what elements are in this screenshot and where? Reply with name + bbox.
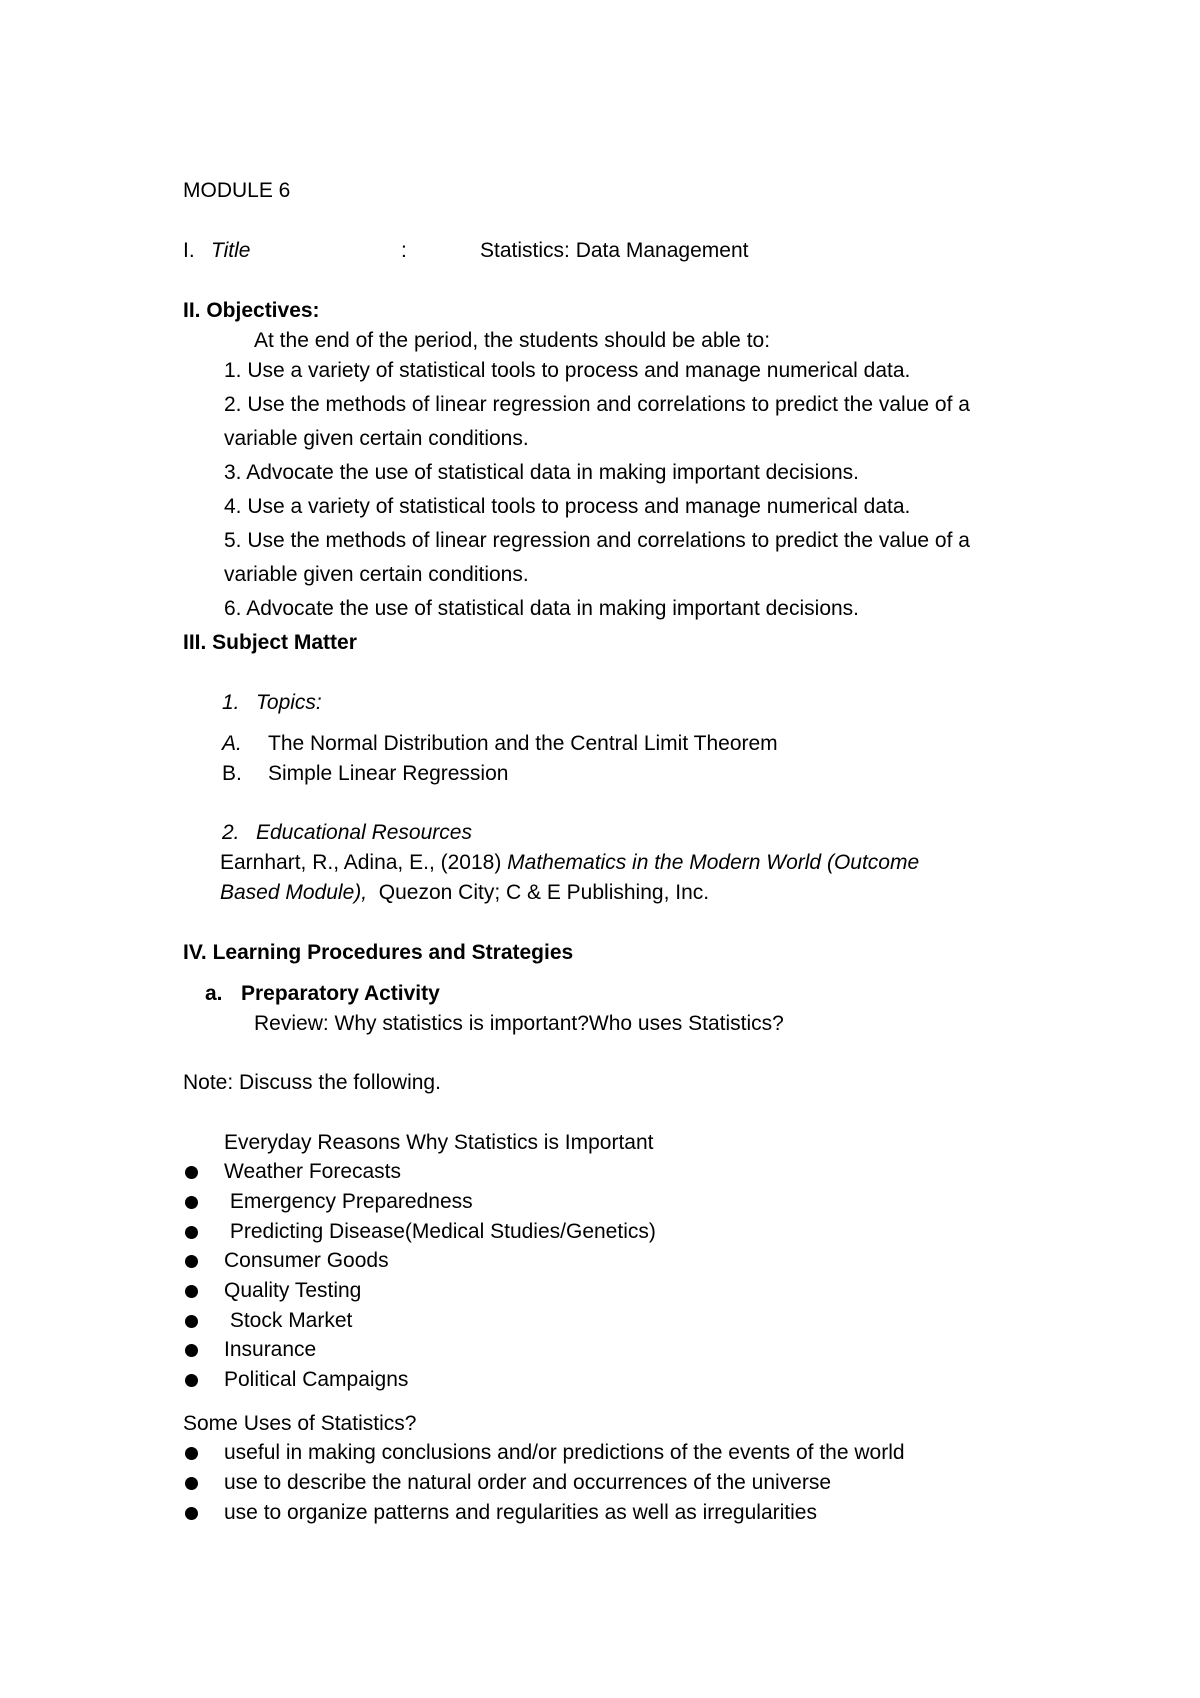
activity-letter: a. [205, 982, 223, 1005]
objective-line: 5. Use the methods of linear regression and correlations to predict the value of a [224, 529, 970, 552]
bullet-icon [185, 1477, 198, 1490]
bullet-icon [185, 1507, 198, 1520]
topic-a: The Normal Distribution and the Central Limit Theorem [268, 732, 778, 755]
objective-line: variable given certain conditions. [224, 563, 529, 586]
list-item: Stock Market [224, 1309, 353, 1332]
title-label: Title [211, 239, 251, 262]
title-colon: : [401, 239, 407, 262]
citation-title-continued: Based Module), [220, 881, 368, 904]
topics-number: 1. [222, 691, 240, 714]
reasons-heading: Everyday Reasons Why Statistics is Important [224, 1131, 654, 1154]
review-question: Review: Why statistics is important?Who uses Statistics? [254, 1012, 784, 1035]
citation-publisher: Quezon City; C & E Publishing, Inc. [367, 881, 710, 904]
title-numeral: I. [183, 239, 195, 262]
citation-line-1 [220, 850, 919, 876]
list-item: useful in making conclusions and/or predictions of the events of the world [224, 1441, 905, 1464]
list-item: Emergency Preparedness [224, 1190, 473, 1213]
bullet-icon [185, 1166, 198, 1179]
citation-title: Mathematics in the Modern World (Outcome [507, 851, 920, 874]
bullet-icon [185, 1285, 198, 1298]
objective-line: 4. Use a variety of statistical tools to process and manage numerical data. [224, 495, 911, 518]
objective-line: variable given certain conditions. [224, 427, 529, 450]
objective-line: 1. Use a variety of statistical tools to process and manage numerical data. [224, 359, 911, 382]
list-item: use to describe the natural order and occurrences of the universe [224, 1471, 832, 1494]
list-item: Political Campaigns [224, 1368, 409, 1391]
learning-procedures-heading: IV. Learning Procedures and Strategies [183, 941, 574, 964]
bullet-icon [185, 1374, 198, 1387]
citation-authors: Earnhart, R., Adina, E., (2018) [220, 851, 508, 874]
objective-line: 3. Advocate the use of statistical data in making important decisions. [224, 461, 860, 484]
bullet-icon [185, 1344, 198, 1357]
bullet-icon [185, 1255, 198, 1268]
resources-label: Educational Resources [256, 821, 472, 844]
list-item: Consumer Goods [224, 1249, 389, 1272]
uses-heading: Some Uses of Statistics? [183, 1412, 417, 1435]
list-item: Quality Testing [224, 1279, 362, 1302]
list-item: use to organize patterns and regularities as well as irregularities [224, 1501, 817, 1524]
preparatory-activity-label: Preparatory Activity [241, 982, 440, 1005]
objective-line: 2. Use the methods of linear regression and correlations to predict the value of a [224, 393, 970, 416]
title-value: Statistics: Data Management [480, 239, 749, 262]
topics-label: Topics: [256, 691, 322, 714]
list-item: Insurance [224, 1338, 317, 1361]
list-item: Weather Forecasts [224, 1160, 402, 1183]
list-item: Predicting Disease(Medical Studies/Genetics) [224, 1220, 656, 1243]
bullet-icon [185, 1447, 198, 1460]
bullet-icon [185, 1315, 198, 1328]
topic-a-letter: A. [222, 732, 242, 755]
module-label: MODULE 6 [183, 179, 291, 202]
objectives-intro: At the end of the period, the students should be able to: [254, 329, 771, 352]
subject-matter-heading: III. Subject Matter [183, 631, 357, 654]
bullet-icon [185, 1196, 198, 1209]
objective-line: 6. Advocate the use of statistical data in making important decisions. [224, 597, 860, 620]
topic-b: Simple Linear Regression [268, 762, 509, 785]
resources-number: 2. [222, 821, 240, 844]
topic-b-letter: B. [222, 762, 242, 785]
bullet-icon [185, 1226, 198, 1239]
discussion-note: Note: Discuss the following. [183, 1071, 441, 1094]
citation-line-2 [220, 880, 709, 906]
objectives-heading: II. Objectives: [183, 299, 320, 322]
